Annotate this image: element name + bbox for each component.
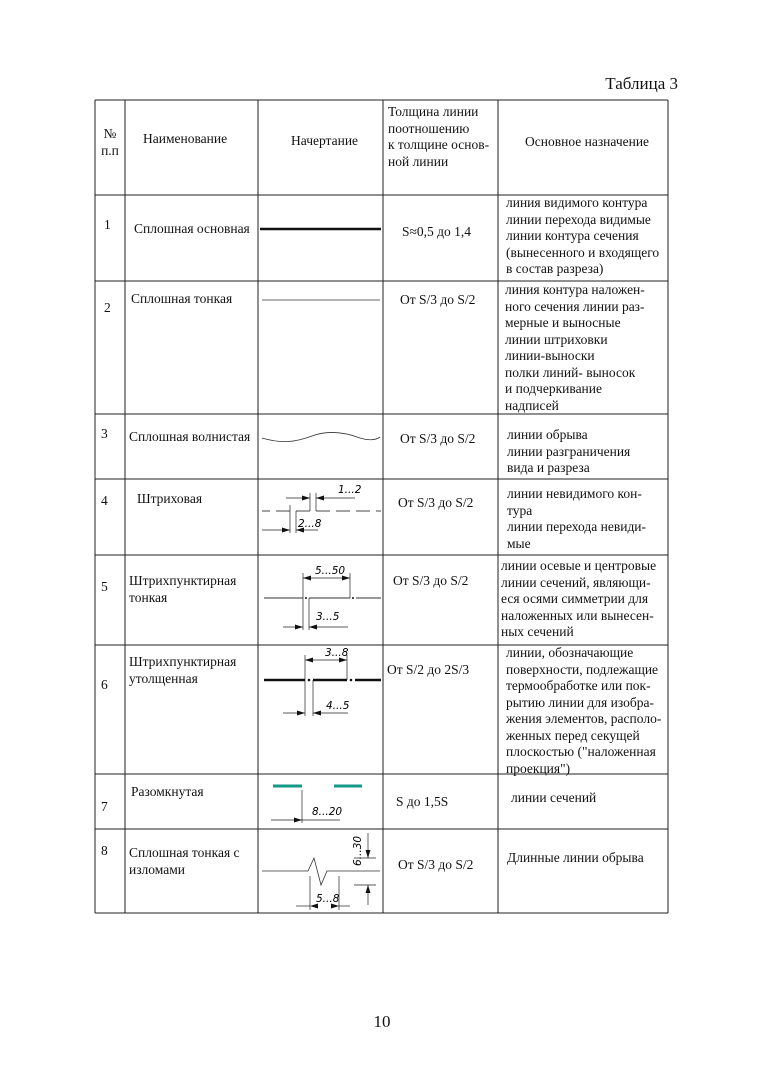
table-caption: Таблица 3	[605, 74, 678, 93]
row-8-thickness: От S/3 до S/2	[398, 857, 474, 872]
row-6-purpose: линии, обозначающие поверхности, подлежащие термообработке или пок- рытию линии для изобра- жения элементов, располо- женных перед секущей плоскостью ("наложенная проекция")	[506, 645, 662, 776]
row-2-thickness: От S/3 до S/2	[400, 292, 476, 307]
row-7-purpose: линии сечений	[511, 790, 597, 805]
row-8-purpose: Длинные линии обрыва	[507, 850, 644, 865]
header-purpose: Основное назначение	[525, 134, 650, 149]
row-1-name: Сплошная основная	[134, 221, 250, 236]
dim-label-row4-b: 2...8	[298, 518, 322, 530]
dim-label-row6-a: 3...8	[325, 647, 349, 659]
row-4-num: 4	[101, 493, 108, 508]
row-8-num: 8	[101, 843, 108, 858]
row-3-num: 3	[101, 426, 108, 441]
page-number: 10	[373, 1012, 391, 1031]
row-8-name: Сплошная тонкая с изломами	[129, 845, 240, 877]
header-drawing: Начертание	[291, 133, 359, 148]
row-3-thickness: От S/3 до S/2	[400, 431, 476, 446]
row-2-name: Сплошная тонкая	[131, 291, 233, 306]
row-1-num: 1	[104, 217, 111, 232]
header-num: № п.п	[101, 126, 119, 158]
row-5-name: Штрихпунктирная тонкая	[129, 573, 237, 605]
row-1-thickness: S≈0,5 до 1,4	[402, 224, 472, 239]
row-4-purpose: линии невидимого кон- тура линии перехода невиди- мые	[507, 486, 647, 551]
row-3-name: Сплошная волнистая	[129, 429, 251, 444]
header-thickness: Толщина линии поотношению к толщине основ- ной линии	[388, 104, 490, 169]
row-3-purpose: линии обрыва линии разграничения вида и разреза	[507, 427, 631, 475]
row-7-name: Разомкнутая	[131, 784, 204, 799]
row-2-purpose: линия контура наложен- ного сечения линии раз- мерные и выносные линии штриховки линии-выноски полки линий- выносок и подчеркивание надписей	[505, 282, 645, 413]
row-1-purpose: линия видимого контура линии перехода видимые линии контура сечения (вынесенного и входящего в состав разреза)	[506, 195, 660, 276]
row-5-thickness: От S/3 до S/2	[393, 573, 469, 588]
dim-label-row7: 8...20	[312, 806, 343, 818]
row-6-name: Штрихпунктирная утолщенная	[129, 654, 237, 686]
row-6-thickness: От S/2 до 2S/3	[387, 662, 470, 677]
line-sample-wavy	[262, 432, 380, 441]
dim-label-row5-a: 5...50	[315, 565, 346, 577]
header-name: Наименование	[143, 131, 228, 146]
row-5-num: 5	[101, 579, 108, 594]
dim-label-row8-horizontal: 5...8	[316, 893, 340, 905]
dim-label-row8-vertical: 6...30	[352, 835, 364, 866]
row-2-num: 2	[104, 300, 111, 315]
row-7-thickness: S до 1,5S	[396, 794, 449, 809]
dim-label-row6-b: 4...5	[326, 700, 350, 712]
row-7-num: 7	[101, 799, 108, 814]
row-6-num: 6	[101, 677, 108, 692]
row-4-name: Штриховая	[137, 491, 203, 506]
dim-label-row4-a: 1...2	[338, 484, 362, 496]
row-4-thickness: От S/3 до S/2	[398, 495, 474, 510]
dim-label-row5-b: 3...5	[316, 611, 340, 623]
row-5-purpose: линии осевые и центровые линии сечений, являющи- еся осями симметрии для наложенных или вынесен- ных сечений	[501, 558, 657, 639]
